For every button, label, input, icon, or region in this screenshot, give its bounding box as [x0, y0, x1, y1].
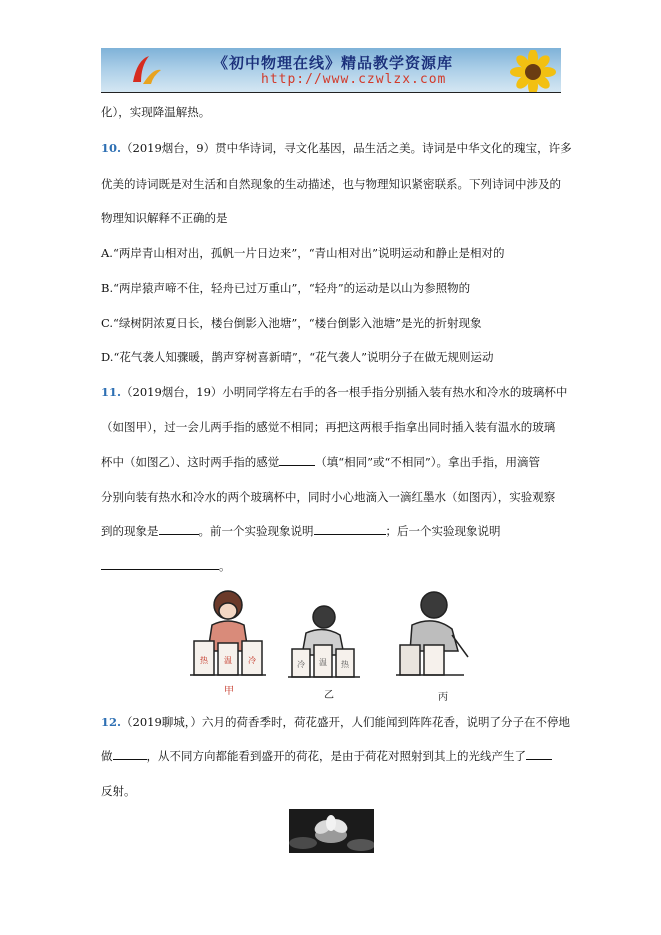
- answer-blank: [526, 748, 552, 760]
- question-text: （2019烟台，9）贯中华诗词，寻文化基因，品生活之美。诗词是中华文化的瑰宝，许多: [121, 141, 572, 155]
- text-line: 化），实现降温解热。: [101, 105, 211, 119]
- header-rule: [101, 92, 561, 93]
- question-text: （2019聊城，）六月的荷香季时，荷花盛开，人们能闻到阵阵花香，说明了分子在不停地: [121, 715, 571, 729]
- question-12-line: [101, 714, 570, 730]
- answer-blank: [113, 748, 147, 760]
- cup-label: 温: [319, 658, 327, 667]
- option-a: A.“两岸青山相对出，孤帆一片日边来”，“青山相对出”说明运动和静止是相对的: [101, 246, 505, 260]
- question-text: （2019烟台，19）小明同学将左右手的各一根手指分别插入装有热水和冷水的玻璃杯中: [121, 385, 568, 399]
- text-segment: 做: [101, 749, 113, 763]
- option-b: B.“两岸猿声啼不住，轻舟已过万重山”，“轻舟”的运动是以山为参照物的: [101, 281, 471, 295]
- figure-caption-bing: 丙: [438, 692, 448, 703]
- text-line: [101, 558, 231, 574]
- option-c: C.“绿树阴浓夏日长，楼台倒影入池塘”，“楼台倒影入池塘”是光的折射现象: [101, 316, 482, 330]
- text-segment: 。前一个实验现象说明: [198, 524, 314, 538]
- answer-blank: [279, 454, 315, 466]
- header-url: http://www.czwlzx.com: [261, 72, 447, 87]
- figure-caption-yi: 乙: [324, 690, 334, 701]
- text-segment: （填“相同”或“不相同”）。拿出手指，用滴管: [315, 455, 541, 469]
- answer-blank: [314, 523, 386, 535]
- cup-label: 冷: [297, 660, 305, 669]
- text-line: （如图甲），过一会儿两手指的感觉不相同；再把这两根手指拿出同时插入装有温水的玻璃: [101, 420, 556, 434]
- text-line: [101, 454, 540, 470]
- cup-label: 热: [200, 656, 208, 665]
- lotus-image: [289, 809, 374, 853]
- figure-caption-jia: 甲: [224, 686, 234, 697]
- text-segment: ；后一个实验现象说明: [385, 524, 501, 538]
- text-line: [101, 748, 552, 764]
- header-banner: [101, 48, 561, 92]
- cup-label: 热: [341, 660, 349, 669]
- answer-blank: [159, 523, 199, 535]
- cup-label: 温: [224, 656, 232, 665]
- text-line: 分别向装有热水和冷水的两个玻璃杯中，同时小心地滴入一滴红墨水（如图丙），实验观察: [101, 490, 556, 504]
- text-segment: ，从不同方向都能看到盛开的荷花，是由于荷花对照射到其上的光线产生了: [146, 749, 526, 763]
- text-line: 优美的诗词既是对生活和自然现象的生动描述，也与物理知识紧密联系。下列诗词中涉及的: [101, 177, 561, 191]
- question-number: 11.: [101, 385, 122, 399]
- text-line: 物理知识解释不正确的是: [101, 211, 228, 225]
- lotus-photo: [289, 809, 374, 853]
- header-title: 《初中物理在线》精品教学资源库: [213, 54, 454, 72]
- question-11-line: [101, 384, 567, 400]
- text-segment: 。: [219, 559, 231, 573]
- text-segment: 到的现象是: [101, 524, 159, 538]
- figure-bing: [396, 592, 468, 675]
- question-number: 12.: [101, 715, 122, 729]
- question-10-line: [101, 140, 572, 156]
- text-line: [101, 523, 501, 539]
- answer-blank: [101, 558, 219, 570]
- question-number: 10.: [101, 141, 122, 155]
- option-d: D.“花气袭人知骤暖，鹊声穿树喜新晴”，“花气袭人”说明分子在做无规则运动: [101, 350, 494, 364]
- text-segment: 杯中（如图乙）、这时两手指的感觉: [101, 455, 280, 469]
- cup-label: 冷: [248, 656, 256, 665]
- sunflower-icon: [493, 50, 557, 92]
- site-logo-icon: [127, 52, 163, 88]
- text-line: 反射。: [101, 784, 136, 798]
